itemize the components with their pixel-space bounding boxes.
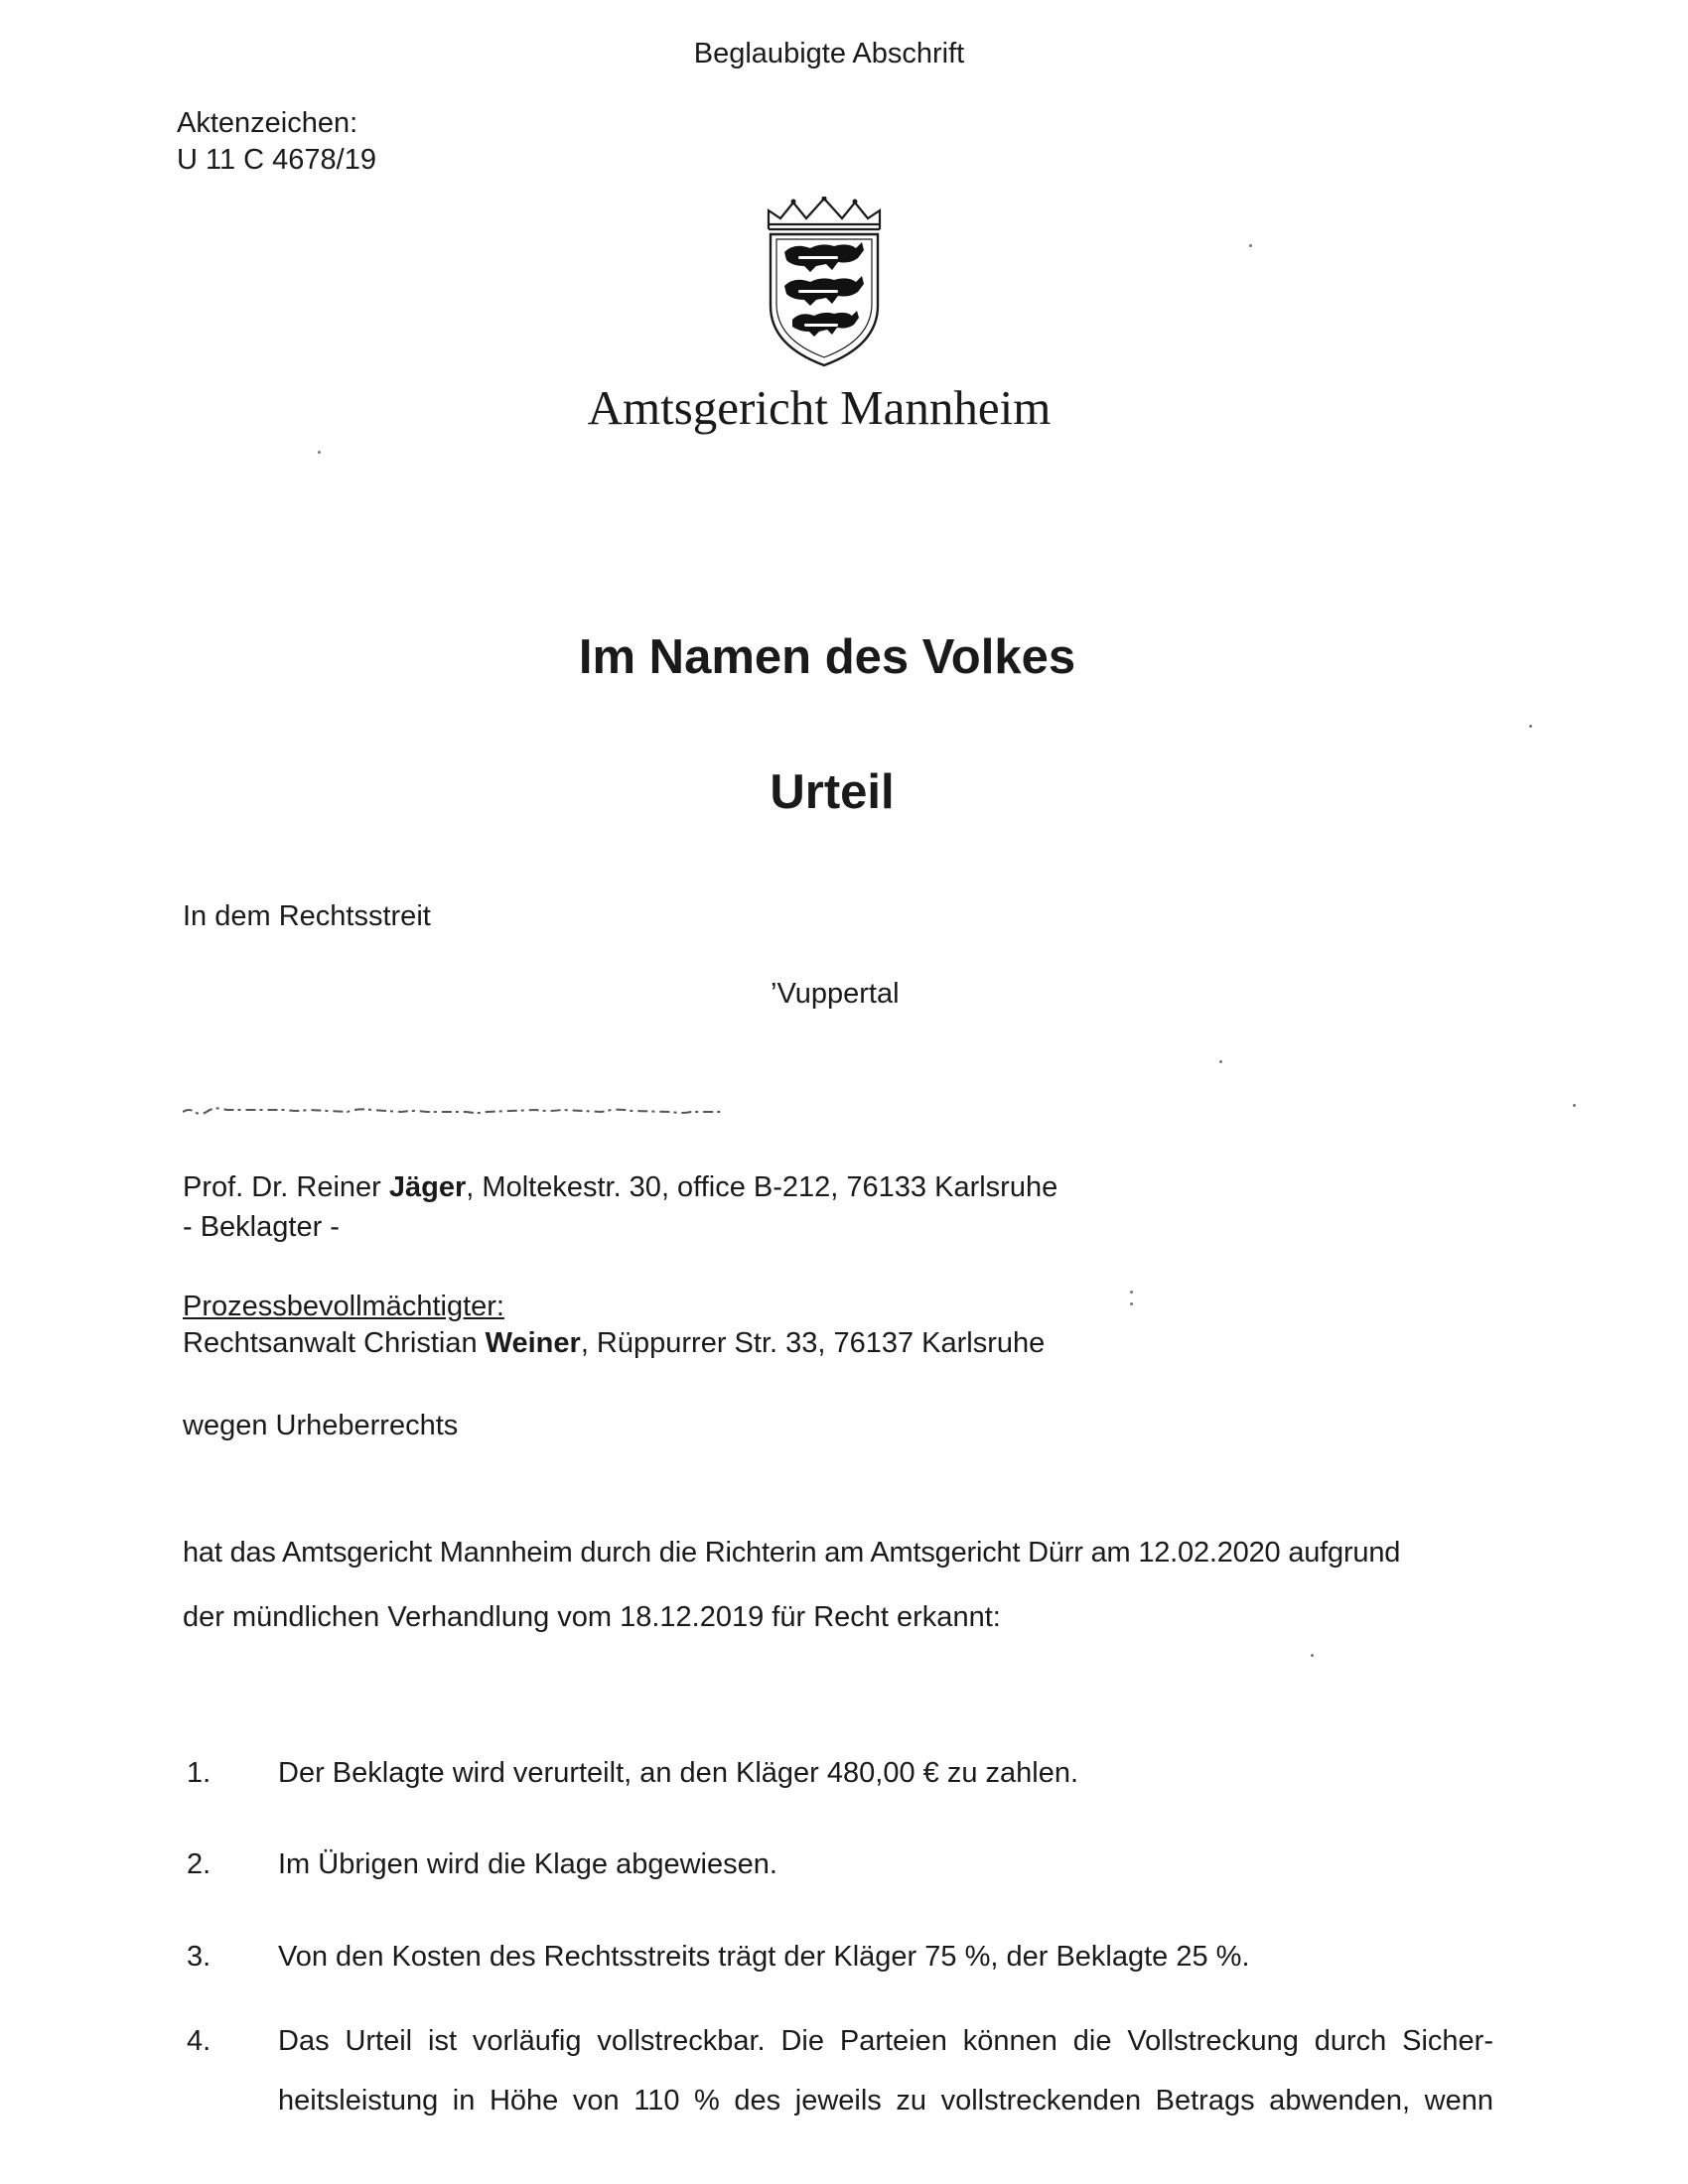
ruling-number: 3.	[187, 1941, 211, 1973]
case-number-label: Aktenzeichen:	[177, 107, 358, 139]
scan-speck	[1249, 244, 1252, 247]
scan-speck	[1311, 1654, 1314, 1657]
defendant-line	[183, 1171, 1057, 1204]
scan-speck	[1130, 1302, 1133, 1305]
plaintiff-city-partial: ’Vuppertal	[771, 978, 900, 1010]
ruling-text: Der Beklagte wird verurteilt, an den Kläger 480,00 € zu zahlen.	[278, 1757, 1079, 1789]
judgment-lead-line-2: der mündlichen Verhandlung vom 18.12.2019 für Recht erkannt:	[183, 1601, 1001, 1633]
ruling-text: Das Urteil ist vorläufig vollstreckbar. Die Parteien können die Vollstreckung durch Sicher-	[278, 2025, 1493, 2057]
defendant-role: - Beklagter -	[183, 1211, 340, 1243]
scan-speck	[1219, 1060, 1222, 1063]
ruling-number: 2.	[187, 1848, 211, 1880]
redacted-line	[183, 1104, 759, 1118]
counsel-address: , Rüppurrer Str. 33, 76137 Karlsruhe	[580, 1327, 1046, 1359]
judgment-lead-line-1: hat das Amtsgericht Mannheim durch die Richterin am Amtsgericht Dürr am 12.02.2020 aufgrund	[183, 1537, 1401, 1569]
ruling-text-continued: heitsleistung in Höhe von 110 % des jeweils zu vollstreckenden Betrags abwenden, wenn	[278, 2085, 1493, 2116]
counsel-line	[183, 1327, 1045, 1360]
defendant-address: , Moltekestr. 30, office B-212, 76133 Karlsruhe	[466, 1171, 1058, 1203]
counsel-surname: Weiner	[485, 1327, 581, 1359]
scan-speck	[318, 451, 321, 454]
ruling-text: Von den Kosten des Rechtsstreits trägt der Kläger 75 %, der Beklagte 25 %.	[278, 1941, 1250, 1973]
counsel-prefix: Rechtsanwalt Christian	[183, 1327, 486, 1359]
case-number: U 11 C 4678/19	[177, 144, 376, 176]
heading-in-the-name-of-the-people: Im Namen des Volkes	[578, 630, 1076, 684]
document-title: Urteil	[770, 765, 895, 819]
scan-speck	[1529, 725, 1532, 728]
defendant-prefix: Prof. Dr. Reiner	[183, 1171, 389, 1203]
baden-wuerttemberg-coat-of-arms-icon	[763, 197, 886, 367]
intro-text: In dem Rechtsstreit	[183, 900, 431, 932]
scan-speck	[1573, 1104, 1576, 1107]
defendant-surname: Jäger	[388, 1171, 467, 1203]
scan-speck	[1130, 1291, 1133, 1294]
case-subject: wegen Urheberrechts	[183, 1410, 459, 1441]
ruling-text: Im Übrigen wird die Klage abgewiesen.	[278, 1848, 777, 1880]
counsel-label: Prozessbevollmächtigter:	[183, 1291, 504, 1322]
ruling-number: 4.	[187, 2025, 211, 2057]
ruling-number: 1.	[187, 1757, 211, 1789]
court-name: Amtsgericht Mannheim	[587, 380, 1052, 435]
certified-copy-note: Beglaubigte Abschrift	[693, 38, 965, 69]
